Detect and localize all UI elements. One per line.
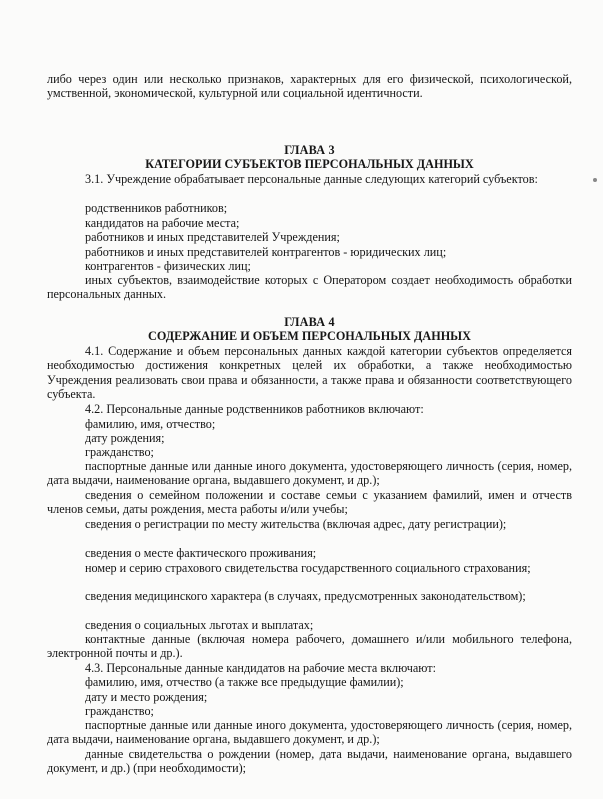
list-item: данные свидетельства о рождении (номер, дата выдачи, наименование органа, выдавшего документ, и др.) (при необходимости);: [47, 747, 572, 776]
chapter-3-label: ГЛАВА 3: [284, 143, 335, 157]
list-item: номер и серию страхового свидетельства государственного социального страхования;: [85, 561, 531, 575]
paragraph-4-3: 4.3. Персональные данные кандидатов на рабочие места включают:: [85, 661, 436, 675]
list-item: фамилию, имя, отчество (а также все предыдущие фамилии);: [85, 675, 404, 689]
intro-paragraph: либо через один или несколько признаков, характерных для его физической, психологической, умственной, экономической, культурной или социальной идентичности.: [47, 72, 572, 101]
list-item: сведения о семейном положении и составе семьи с указанием фамилий, имен и отчеств членов семьи, даты рождения, места работы и/или учебы;: [47, 488, 572, 517]
list-item: контрагентов - физических лиц;: [85, 259, 251, 273]
list-item: работников и иных представителей контрагентов - юридических лиц;: [85, 245, 447, 259]
chapter-4-title: СОДЕРЖАНИЕ И ОБЪЕМ ПЕРСОНАЛЬНЫХ ДАННЫХ: [148, 329, 471, 343]
list-item: сведения медицинского характера (в случаях, предусмотренных законодательством);: [85, 589, 526, 603]
list-item: паспортные данные или данные иного документа, удостоверяющего личность (серия, номер, дата выдачи, наименование органа, выдавшего документ, и др.);: [47, 459, 572, 488]
list-item: контактные данные (включая номера рабочего, домашнего и/или мобильного телефона, электронной почты и др.).: [47, 632, 572, 661]
list-item: родственников работников;: [85, 201, 228, 215]
paragraph-4-2: 4.2. Персональные данные родственников работников включают:: [85, 402, 424, 416]
list-item: гражданство;: [85, 704, 154, 718]
paragraph-3-1: 3.1. Учреждение обрабатывает персональные данные следующих категорий субъектов:: [85, 172, 538, 186]
list-item: сведения о регистрации по месту жительства (включая адрес, дату регистрации);: [85, 517, 507, 531]
list-item: сведения о социальных льготах и выплатах;: [85, 618, 314, 632]
list-item: дату и место рождения;: [85, 690, 208, 704]
list-item: работников и иных представителей Учреждения;: [85, 230, 340, 244]
list-item: дату рождения;: [85, 431, 165, 445]
chapter-4-label: ГЛАВА 4: [284, 315, 335, 329]
paragraph-4-1: 4.1. Содержание и объем персональных данных каждой категории субъектов определяется необходимостью достижения конкретных целей их обработки, а также необходимостью Учреждения реализовать свои права и обязанности, а также права и обязанности соответствующего субъекта.: [47, 344, 572, 402]
chapter-3-title: КАТЕГОРИИ СУБЪЕКТОВ ПЕРСОНАЛЬНЫХ ДАННЫХ: [145, 157, 474, 171]
list-item-last: иных субъектов, взаимодействие которых с Оператором создает необходимость обработки персональных данных.: [47, 273, 572, 302]
list-item: фамилию, имя, отчество;: [85, 417, 216, 431]
scan-speck: [593, 178, 597, 182]
list-item: кандидатов на рабочие места;: [85, 216, 240, 230]
list-item: паспортные данные или данные иного документа, удостоверяющего личность (серия, номер, дата выдачи, наименование органа, выдавшего документ, и др.);: [47, 718, 572, 747]
list-item: гражданство;: [85, 445, 154, 459]
list-item: сведения о месте фактического проживания;: [85, 546, 317, 560]
